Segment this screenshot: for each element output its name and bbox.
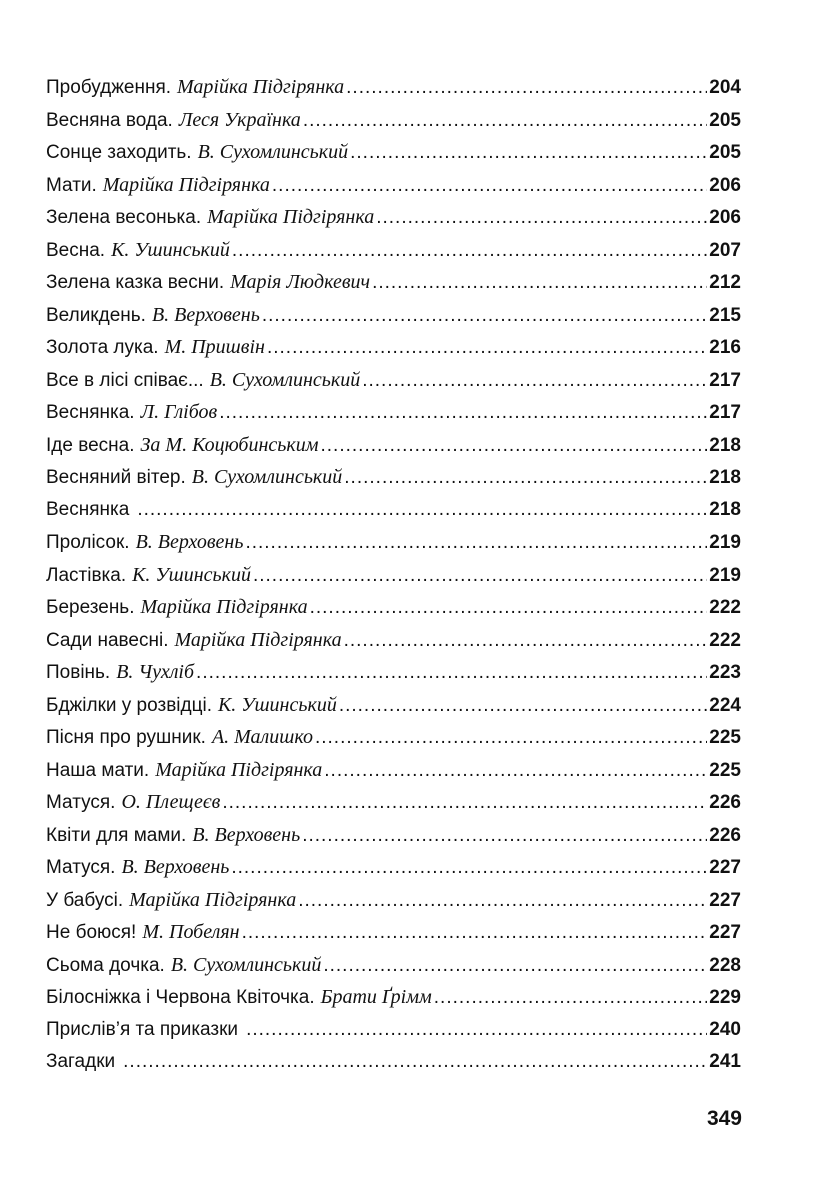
toc-entry — [46, 234, 741, 267]
toc-entry — [46, 884, 741, 917]
toc-page-number: 219 — [709, 532, 741, 553]
toc-entry — [46, 981, 741, 1014]
toc-entry — [46, 71, 741, 104]
dot-leader — [231, 852, 707, 885]
toc-page-number: 215 — [709, 304, 741, 326]
toc-author: В. Сухомлинський — [170, 953, 322, 976]
toc-author: Марійка Підгірянка — [129, 888, 297, 911]
toc-entry — [46, 136, 741, 169]
toc-title: Великдень. — [46, 304, 146, 326]
toc-page-number: 227 — [709, 857, 741, 878]
toc-page-number: 226 — [709, 824, 741, 846]
toc-title: Матуся. — [46, 792, 116, 813]
toc-title: Не боюся! — [46, 922, 137, 943]
toc-author: В. Верховень — [192, 823, 301, 846]
toc-author: Леся Українка — [178, 108, 301, 131]
dot-leader — [344, 462, 707, 495]
dot-leader — [324, 755, 707, 788]
dot-leader — [303, 105, 707, 138]
toc-author: А. Малишко — [211, 726, 313, 748]
page-number: 349 — [706, 1107, 742, 1130]
toc-title: Пробудження. — [46, 77, 172, 98]
toc-page-number: 207 — [709, 239, 741, 261]
toc-author: Марійка Підгірянка — [102, 173, 270, 196]
toc-author: О. Плещеєв — [121, 791, 221, 813]
dot-leader — [346, 72, 707, 105]
dot-leader — [246, 1014, 707, 1047]
toc-author: За М. Коцюбинським — [140, 433, 319, 456]
dot-leader — [339, 690, 707, 723]
toc-entry — [46, 851, 741, 884]
toc-author: В. Верховень — [151, 303, 260, 326]
toc-title: Зелена весонька. — [46, 207, 202, 228]
toc-author: М. Побелян — [142, 921, 240, 943]
dot-leader — [372, 267, 707, 300]
toc-title: Прислів’я та приказки — [46, 1018, 239, 1040]
toc-title: Квіти для мами. — [46, 824, 187, 846]
toc-page-number: 217 — [709, 369, 741, 391]
toc-author: М. Пришвін — [164, 336, 265, 358]
toc-entry — [46, 526, 741, 559]
toc-entry — [46, 364, 741, 397]
dot-leader — [344, 625, 708, 658]
toc-author: К. Ушинський — [132, 563, 251, 586]
toc-title: Сьома дочка. — [46, 954, 165, 976]
toc-page-number: 225 — [709, 759, 741, 781]
toc-title: Все в лісі співає... — [46, 369, 204, 391]
toc-author: Л. Глібов — [140, 401, 218, 423]
toc-title: Загадки — [46, 1051, 116, 1072]
toc-author: В. Сухомлинський — [209, 368, 361, 391]
dot-leader — [123, 1046, 707, 1079]
toc-page-number: 212 — [709, 272, 741, 293]
toc-title: Сонце заходить. — [46, 142, 192, 163]
toc-author: В. Верховень — [135, 531, 244, 553]
dot-leader — [232, 235, 707, 268]
dot-leader — [376, 202, 707, 235]
dot-leader — [323, 950, 707, 983]
toc-title: Наша мати. — [46, 759, 150, 781]
toc-entry — [46, 591, 741, 624]
toc-title: Весняна вода. — [46, 109, 173, 131]
dot-leader — [267, 332, 707, 365]
toc-title: Мати. — [46, 174, 97, 196]
toc-entry — [46, 494, 741, 527]
toc-page-number: 205 — [709, 142, 741, 163]
toc-page-number: 206 — [709, 207, 741, 228]
dot-leader — [310, 592, 708, 625]
toc-entry — [46, 429, 741, 462]
toc-title: Бджілки у розвідці. — [46, 694, 212, 716]
toc-page-number: 204 — [709, 77, 741, 98]
toc-author: К. Ушинський — [217, 693, 337, 716]
toc-page-number: 219 — [709, 564, 741, 586]
dot-leader — [262, 300, 707, 333]
toc-title: Золота лука. — [46, 337, 159, 358]
toc-entry — [46, 266, 741, 299]
toc-entry — [46, 1014, 741, 1047]
toc-title: Білосніжка і Червона Квіточка. — [46, 987, 315, 1008]
toc-title: Весна. — [46, 239, 106, 261]
toc-page-number: 227 — [709, 922, 741, 943]
toc-author: Брати Ґрімм — [320, 986, 432, 1008]
dot-leader — [137, 494, 707, 527]
dot-leader — [219, 397, 707, 430]
dot-leader — [350, 137, 707, 170]
toc-entry — [46, 754, 741, 787]
toc-title: Веснянка. — [46, 402, 135, 423]
toc-entry — [46, 396, 741, 429]
dot-leader — [242, 917, 708, 950]
toc-page-number: 229 — [709, 987, 741, 1008]
dot-leader — [315, 722, 707, 755]
toc-author: В. Сухомлинський — [191, 466, 343, 488]
toc-entry — [46, 559, 741, 592]
toc-entry — [46, 331, 741, 364]
toc-page-number: 223 — [709, 662, 741, 683]
toc-page-number: 222 — [709, 597, 741, 618]
toc-page-number: 225 — [709, 727, 741, 748]
toc-page-number: 241 — [709, 1051, 741, 1072]
toc-entry — [46, 104, 741, 137]
toc-page-number: 216 — [709, 337, 741, 358]
toc-title: Іде весна. — [46, 434, 135, 456]
toc-entry — [46, 689, 741, 722]
toc-author: Марійка Підгірянка — [207, 206, 375, 228]
toc-title: Матуся. — [46, 857, 116, 878]
toc-entry — [46, 201, 741, 234]
toc-author: Марійка Підгірянка — [174, 628, 342, 651]
dot-leader — [362, 365, 707, 398]
toc-entry — [46, 299, 741, 332]
toc-page-number: 224 — [709, 694, 741, 716]
toc-author: В. Сухомлинський — [197, 141, 349, 163]
toc-page-number: 218 — [709, 434, 741, 456]
toc-entry — [46, 624, 741, 657]
toc-title: Сади навесні. — [46, 629, 169, 651]
dot-leader — [272, 170, 707, 203]
toc-title: Веснянка — [46, 498, 130, 520]
toc-title: Повінь. — [46, 662, 111, 683]
toc-page-number: 217 — [709, 402, 741, 423]
toc-page-number: 228 — [709, 954, 741, 976]
toc-page-number: 227 — [709, 889, 741, 911]
dot-leader — [321, 430, 708, 463]
toc-title: Пісня про рушник. — [46, 727, 206, 748]
table-of-contents — [46, 71, 741, 1079]
toc-page-number: 206 — [709, 174, 741, 196]
dot-leader — [245, 527, 707, 560]
toc-author: Марія Людкевич — [230, 271, 371, 293]
toc-author: Марійка Підгірянка — [177, 76, 345, 98]
toc-page-number: 218 — [709, 467, 741, 488]
toc-author: Марійка Підгірянка — [155, 758, 323, 781]
dot-leader — [298, 885, 707, 918]
toc-author: Марійка Підгірянка — [140, 596, 308, 618]
toc-page-number: 218 — [709, 498, 741, 520]
toc-title: Зелена казка весни. — [46, 272, 225, 293]
toc-entry — [46, 1046, 741, 1079]
toc-entry — [46, 916, 741, 949]
toc-entry — [46, 721, 741, 754]
toc-title: У бабусі. — [46, 889, 124, 911]
toc-title: Ластівка. — [46, 564, 127, 586]
dot-leader — [253, 560, 707, 593]
dot-leader — [302, 820, 707, 853]
toc-author: К. Ушинський — [111, 238, 230, 261]
dot-leader — [222, 787, 707, 820]
toc-entry — [46, 461, 741, 494]
toc-title: Пролісок. — [46, 532, 130, 553]
toc-entry — [46, 169, 741, 202]
toc-author: В. Чухліб — [116, 661, 195, 683]
toc-page-number: 205 — [709, 109, 741, 131]
dot-leader — [434, 982, 708, 1015]
toc-author: В. Верховень — [121, 856, 230, 878]
toc-entry — [46, 786, 741, 819]
dot-leader — [196, 657, 707, 690]
toc-entry — [46, 949, 741, 982]
toc-title: Весняний вітер. — [46, 467, 186, 488]
toc-entry — [46, 819, 741, 852]
toc-page-number: 222 — [709, 629, 741, 651]
toc-page-number: 226 — [709, 792, 741, 813]
toc-entry — [46, 656, 741, 689]
toc-page-number: 240 — [709, 1018, 741, 1040]
toc-title: Березень. — [46, 597, 135, 618]
